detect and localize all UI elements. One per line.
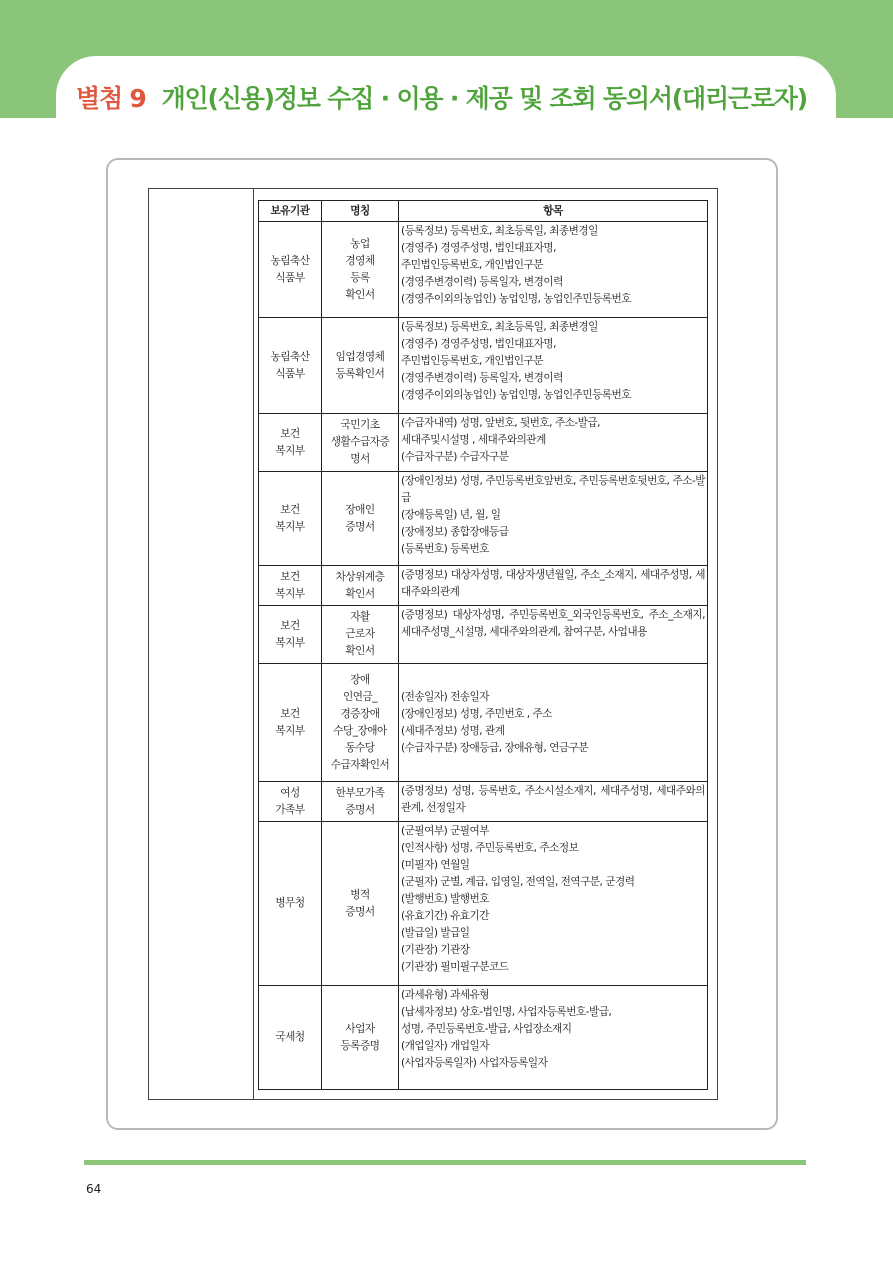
item-line: 세대주및시설명 , 세대주와의관계 — [401, 434, 546, 446]
item-line: (납세자정보) 상호-법인명, 사업자등록번호-발급, — [401, 1006, 612, 1018]
item-line: (등록번호) 등록번호 — [401, 543, 490, 555]
table-row — [259, 566, 708, 606]
name-line: 동수당 — [345, 741, 375, 754]
name-line: 경증장애 — [340, 707, 380, 720]
org-line: 여성 — [280, 786, 300, 799]
name-line: 근로자 — [345, 628, 375, 640]
name-line: 국민기초 — [340, 419, 380, 431]
item-line: (증명정보) 성명, 등록번호, 주소시설소재지, 세대주성명, 세대주와의관계, 선정일자 — [401, 785, 705, 814]
item-line: (장애인정보) 성명, 주민번호 , 주소 — [401, 707, 553, 720]
name-line: 장애 — [350, 673, 370, 686]
name-cell — [322, 606, 399, 664]
org-line: 농림축산 — [270, 350, 310, 363]
item-line: (사업자등록일자) 사업자등록일자 — [401, 1057, 548, 1069]
table-row — [259, 664, 708, 782]
items-cell — [399, 318, 708, 414]
org-line: 복지부 — [275, 587, 305, 600]
org-cell — [259, 414, 322, 472]
org-cell — [259, 664, 322, 782]
name-line: 증명서 — [345, 803, 375, 816]
item-line: (군필자) 군별, 계급, 입영일, 전역일, 전역구분, 군경력 — [401, 876, 635, 888]
org-cell — [259, 986, 322, 1090]
header-org: 보유기관 — [259, 201, 322, 222]
page-number: 64 — [86, 1182, 102, 1196]
name-line: 등록확인서 — [335, 367, 385, 380]
org-line: 보건 — [280, 427, 300, 440]
item-line: (발급일) 발급일 — [401, 927, 470, 939]
item-line: (미필자) 연월일 — [401, 859, 470, 871]
name-line: 임업경영체 — [335, 350, 385, 363]
item-line: (장애등록일) 년, 월, 일 — [401, 509, 501, 521]
org-line: 농림축산 — [270, 254, 310, 267]
name-line: 한부모가족 — [335, 786, 385, 799]
org-line: 복지부 — [275, 636, 305, 649]
item-line: (기관장) 필미필구분코드 — [401, 961, 509, 973]
table-row — [259, 606, 708, 664]
name-line: 등록증명 — [340, 1039, 380, 1052]
name-cell — [322, 566, 399, 606]
name-cell — [322, 414, 399, 472]
name-cell — [322, 986, 399, 1090]
item-line: (경영주이외의농업인) 농업인명, 농업인주민등록번호 — [401, 389, 632, 401]
item-line: (증명정보) 대상자성명, 대상자생년월일, 주소_소재지, 세대주성명, 세대주와의관계 — [401, 569, 705, 598]
item-line: (수급자구분) 수급자구분 — [401, 451, 509, 463]
item-line: (수급자구분) 장애등급, 장애유형, 연금구분 — [401, 741, 589, 754]
org-cell — [259, 782, 322, 822]
org-line: 보건 — [280, 570, 300, 583]
table-row — [259, 222, 708, 318]
item-line: (증명정보) 대상자성명, 주민등록번호_외국인등록번호, 주소_소재지, 세대주성명_시설명, 세대주와의관계, 참여구분, 사업내용 — [401, 609, 705, 638]
item-line: (경영주이외의농업인) 농업인명, 농업인주민등록번호 — [401, 293, 632, 305]
org-cell — [259, 566, 322, 606]
name-line: 농업 — [350, 237, 370, 250]
org-cell — [259, 222, 322, 318]
items-cell — [399, 606, 708, 664]
items-cell — [399, 822, 708, 986]
org-cell — [259, 822, 322, 986]
items-cell — [399, 782, 708, 822]
items-cell — [399, 664, 708, 782]
org-line: 보건 — [280, 707, 300, 720]
org-line: 식품부 — [275, 367, 305, 380]
item-line: (경영주) 경영주성명, 법인대표자명, — [401, 338, 557, 350]
org-line: 복지부 — [275, 520, 305, 533]
name-cell — [322, 782, 399, 822]
item-line: (개업일자) 개업일자 — [401, 1040, 490, 1052]
item-line: (등록정보) 등록번호, 최초등록일, 최종변경일 — [401, 321, 598, 333]
name-cell — [322, 318, 399, 414]
name-line: 수급자확인서 — [330, 758, 390, 771]
title-text: 개인(신용)정보 수집 · 이용 · 제공 및 조회 동의서(대리근로자) — [161, 84, 807, 113]
org-line: 가족부 — [275, 803, 305, 816]
items-cell — [399, 414, 708, 472]
item-line: 주민법인등록번호, 개인법인구분 — [401, 259, 544, 271]
name-line: 증명서 — [345, 520, 375, 533]
table-row — [259, 782, 708, 822]
item-line: (등록정보) 등록번호, 최초등록일, 최종변경일 — [401, 225, 598, 237]
table-row — [259, 318, 708, 414]
name-line: 확인서 — [345, 645, 375, 657]
org-line: 보건 — [280, 503, 300, 516]
frame-divider — [253, 188, 254, 1100]
name-line: 장애인 — [345, 503, 375, 516]
name-line: 차상위계층 — [335, 570, 385, 583]
org-cell — [259, 318, 322, 414]
items-cell — [399, 222, 708, 318]
item-line: 성명, 주민등록번호-발급, 사업장소재지 — [401, 1023, 572, 1035]
item-line: (유효기간) 유효기간 — [401, 910, 490, 922]
item-line: (수급자내역) 성명, 앞번호, 뒷번호, 주소-발급, — [401, 417, 600, 429]
name-cell — [322, 822, 399, 986]
org-line: 병무청 — [275, 897, 305, 909]
items-cell — [399, 472, 708, 566]
name-cell — [322, 472, 399, 566]
table-row — [259, 986, 708, 1090]
table-row — [259, 822, 708, 986]
name-line: 수당_장애아 — [333, 724, 387, 737]
info-table — [258, 200, 708, 1090]
org-line: 복지부 — [275, 724, 305, 737]
name-cell — [322, 664, 399, 782]
item-line: (장애인정보) 성명, 주민등록번호앞번호, 주민등록번호뒷번호, 주소-발급 — [401, 475, 705, 504]
org-line: 식품부 — [275, 271, 305, 284]
appendix-tag: 별첨 9 — [76, 84, 146, 113]
footer-rule — [84, 1160, 806, 1165]
name-line: 병적 — [350, 888, 370, 901]
item-line: (세대주정보) 성명, 관계 — [401, 724, 505, 737]
item-line: (경영주변경이력) 등록일자, 변경이력 — [401, 372, 563, 384]
table-row — [259, 414, 708, 472]
item-line: (발행번호) 발행번호 — [401, 893, 490, 905]
name-cell — [322, 222, 399, 318]
item-line: (장애정보) 종합장애등급 — [401, 526, 509, 538]
name-line: 경영체 — [345, 254, 375, 267]
name-line: 인연금_ — [343, 690, 377, 703]
name-line: 명서 — [350, 453, 370, 465]
table-header-row — [259, 201, 708, 222]
items-cell — [399, 566, 708, 606]
name-line: 등록 — [350, 271, 370, 284]
header-name: 명칭 — [322, 201, 399, 222]
org-line: 국세청 — [275, 1031, 305, 1043]
item-line: (인적사항) 성명, 주민등록번호, 주소정보 — [401, 842, 579, 854]
org-line: 보건 — [280, 619, 300, 632]
name-line: 확인서 — [345, 587, 375, 600]
org-line: 복지부 — [275, 444, 305, 457]
name-line: 자활 — [350, 611, 370, 623]
name-line: 확인서 — [345, 288, 375, 301]
page-title — [76, 74, 807, 120]
name-line: 증명서 — [345, 905, 375, 918]
item-line: (경영주변경이력) 등록일자, 변경이력 — [401, 276, 563, 288]
item-line: 주민법인등록번호, 개인법인구분 — [401, 355, 544, 367]
item-line: (기관장) 기관장 — [401, 944, 470, 956]
items-cell — [399, 986, 708, 1090]
org-cell — [259, 606, 322, 664]
item-line: (경영주) 경영주성명, 법인대표자명, — [401, 242, 557, 254]
table-row — [259, 472, 708, 566]
item-line: (과세유형) 과세유형 — [401, 989, 490, 1001]
name-line: 사업자 — [345, 1022, 375, 1035]
name-line: 생활수급자증 — [330, 436, 390, 448]
item-line: (전송일자) 전송일자 — [401, 690, 490, 703]
header-items: 항목 — [399, 201, 708, 222]
org-cell — [259, 472, 322, 566]
item-line: (군필여부) 군필여부 — [401, 825, 490, 837]
